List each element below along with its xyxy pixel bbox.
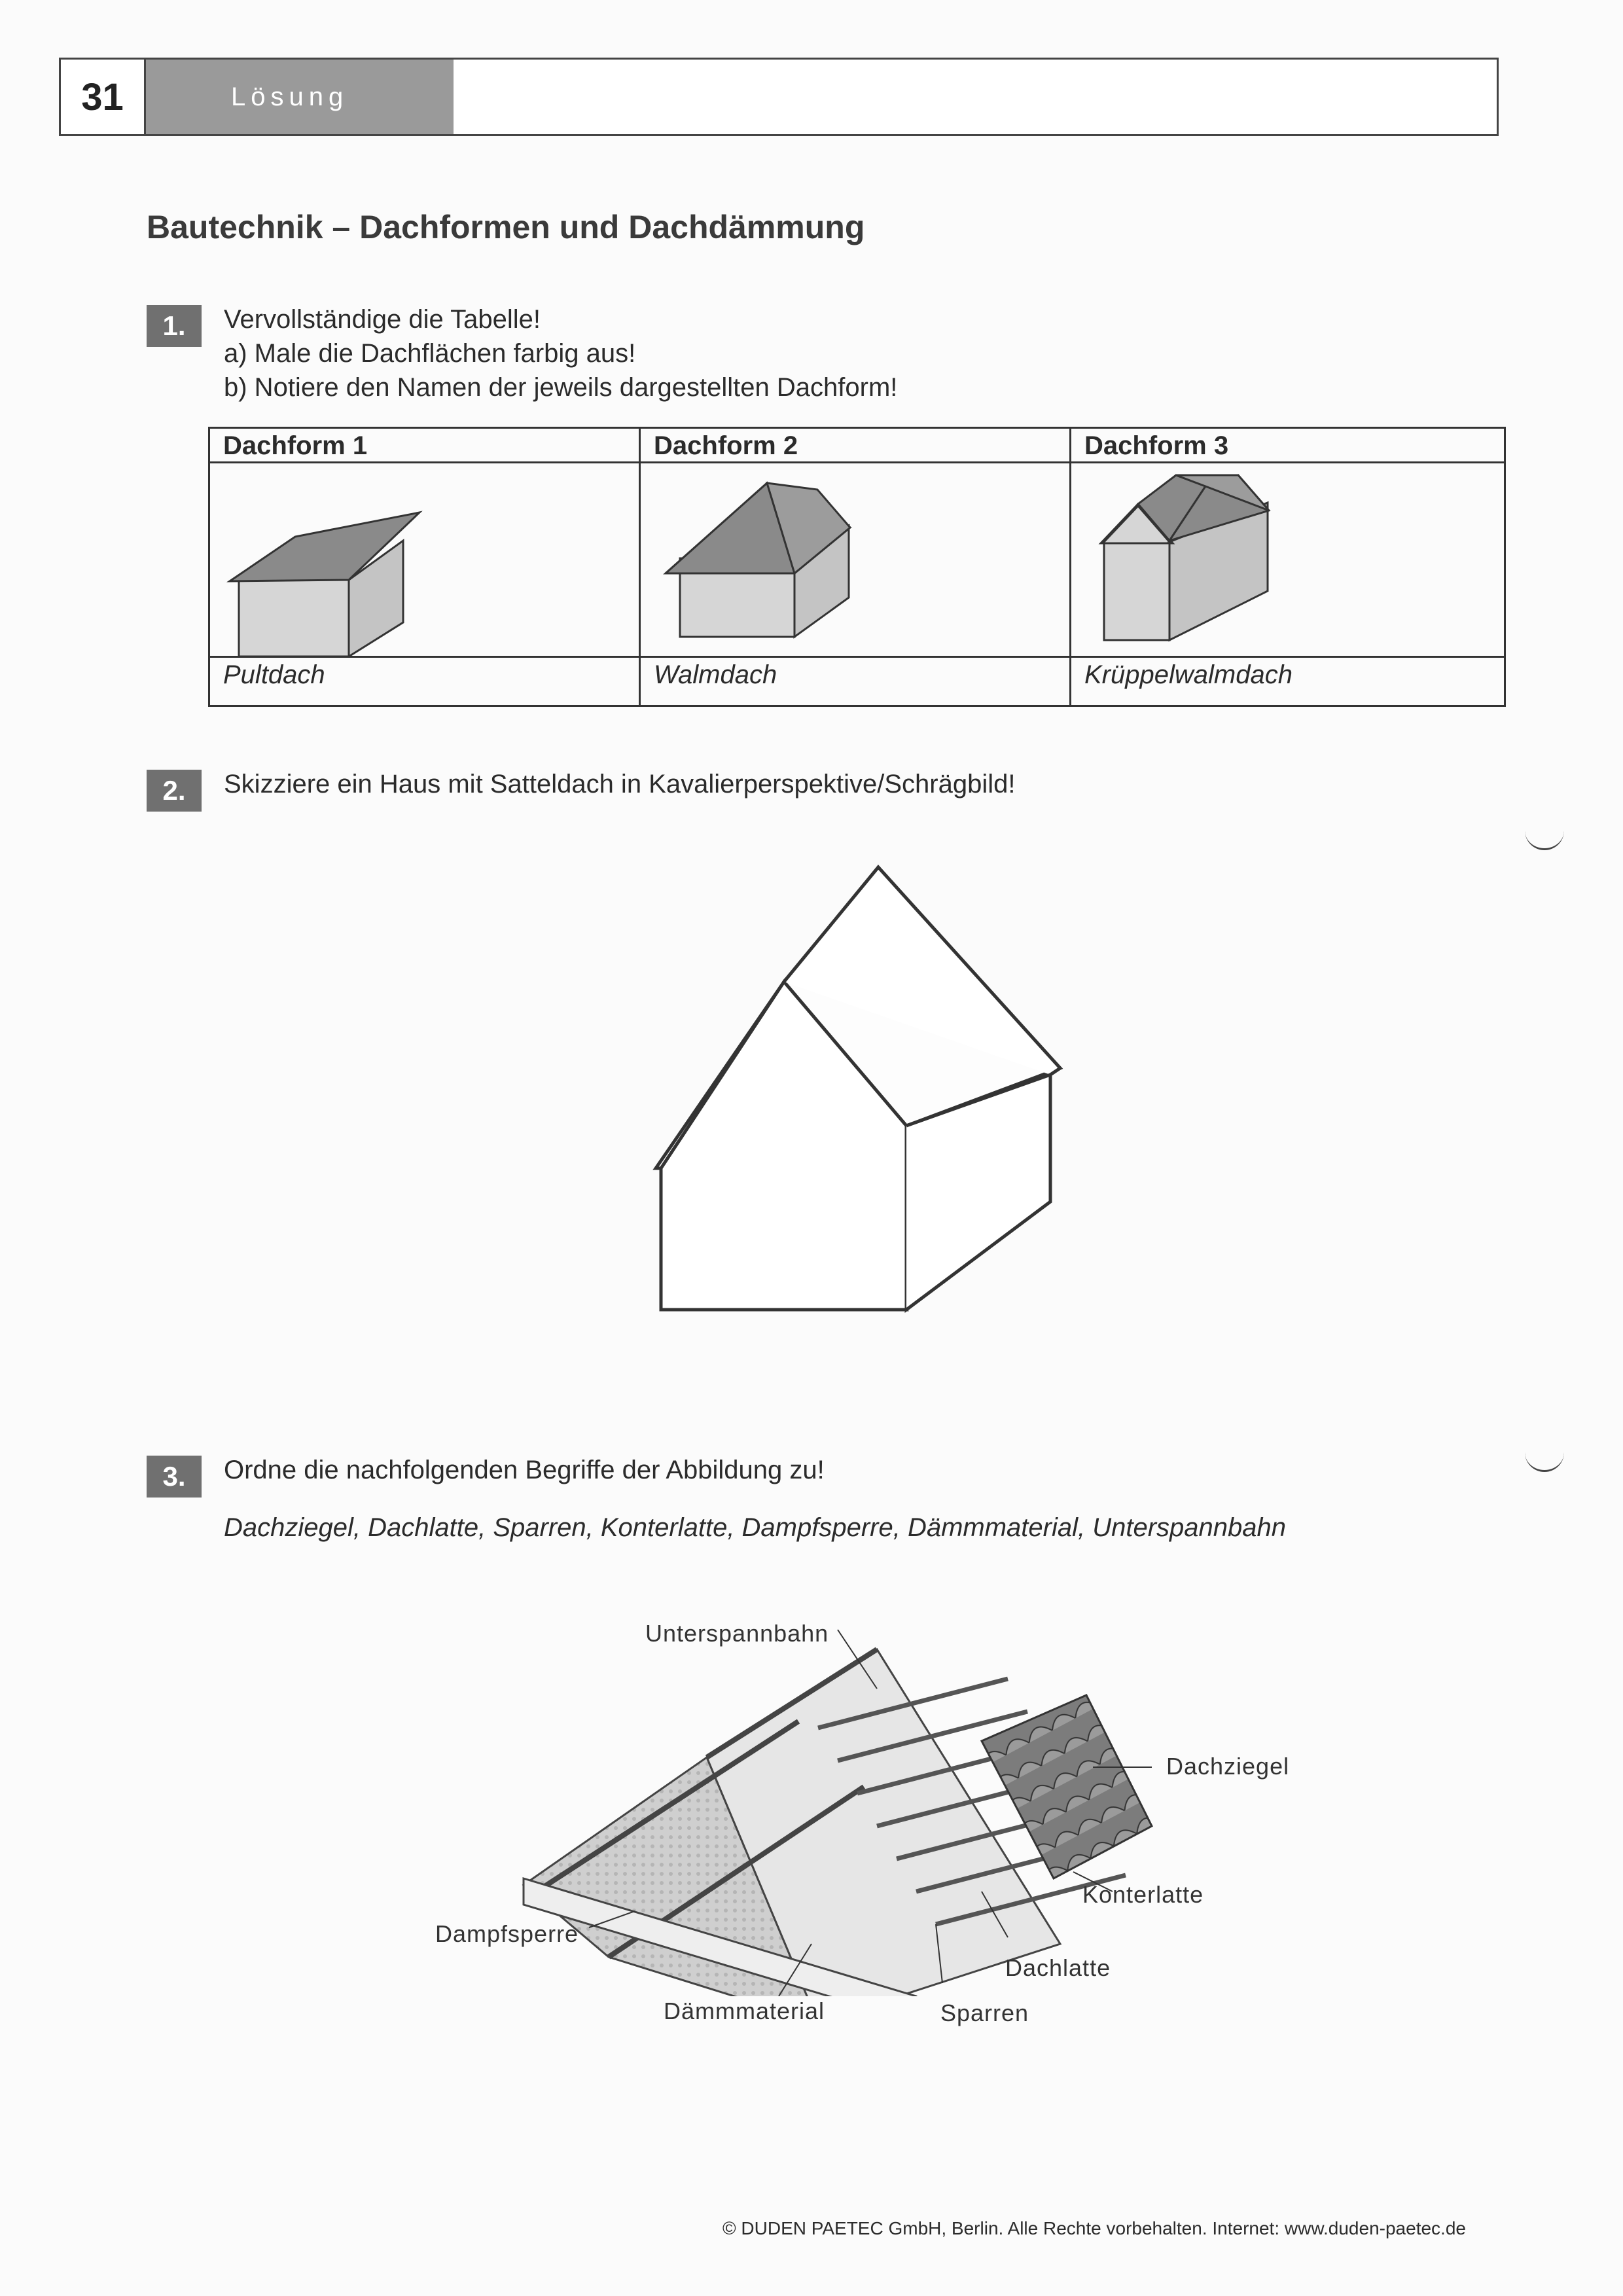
copyright-footer: © DUDEN PAETEC GmbH, Berlin. Alle Rechte vorbehalten. Internet: www.duden-paetec.de — [722, 2218, 1466, 2238]
walmdach-illustration — [641, 463, 1069, 656]
task-1-line: a) Male die Dachflächen farbig aus! — [224, 339, 636, 368]
pultdach-illustration — [210, 463, 639, 656]
table-image-cell-2 — [639, 461, 1071, 658]
satteldach-house-sketch — [641, 864, 1086, 1322]
table-header-1: Dachform 1 — [208, 427, 641, 463]
roof-construction-diagram — [510, 1604, 1165, 1996]
table-header-2: Dachform 2 — [639, 427, 1071, 463]
task-2-line: Skizziere ein Haus mit Satteldach in Kavalierperspektive/Schrägbild! — [224, 770, 1016, 798]
punch-hole-mark — [1525, 1448, 1564, 1472]
table-answer-1: Pultdach — [208, 656, 641, 707]
roof-forms-table — [208, 427, 1506, 707]
label-dachziegel: Dachziegel — [1166, 1753, 1290, 1780]
task-3-line: Ordne die nachfolgenden Begriffe der Abbildung zu! — [224, 1456, 825, 1484]
page-number: 31 — [61, 60, 146, 134]
task-number-1: 1. — [147, 305, 202, 347]
table-image-cell-3 — [1069, 461, 1506, 658]
page-header — [59, 58, 1499, 136]
table-header-3: Dachform 3 — [1069, 427, 1506, 463]
terms-list: Dachziegel, Dachlatte, Sparren, Konterlatte, Dampfsperre, Dämmmaterial, Unterspannbahn — [224, 1513, 1287, 1542]
label-dachlatte: Dachlatte — [1005, 1954, 1111, 1981]
task-2-text — [224, 767, 1015, 801]
section-label: Lösung — [146, 60, 454, 134]
punch-hole-mark — [1525, 826, 1564, 850]
table-answer-2: Walmdach — [639, 656, 1071, 707]
task-number-3: 3. — [147, 1456, 202, 1498]
page-title: Bautechnik – Dachformen und Dachdämmung — [147, 209, 865, 245]
label-daemmmaterial: Dämmmaterial — [664, 1998, 825, 2024]
label-dampfsperre: Dampfsperre — [435, 1920, 579, 1947]
label-konterlatte: Konterlatte — [1082, 1881, 1204, 1908]
label-unterspannbahn: Unterspannbahn — [645, 1620, 829, 1647]
krueppelwalmdach-illustration — [1071, 463, 1504, 656]
table-answer-3: Krüppelwalmdach — [1069, 656, 1506, 707]
task-1-line: b) Notiere den Namen der jeweils dargestellten Dachform! — [224, 373, 898, 402]
task-number-2: 2. — [147, 770, 202, 812]
table-image-cell-1 — [208, 461, 641, 658]
task-1-line: Vervollständige die Tabelle! — [224, 305, 541, 334]
label-sparren: Sparren — [940, 2000, 1029, 2026]
task-3-text — [224, 1453, 825, 1487]
task-1-text — [224, 302, 897, 404]
